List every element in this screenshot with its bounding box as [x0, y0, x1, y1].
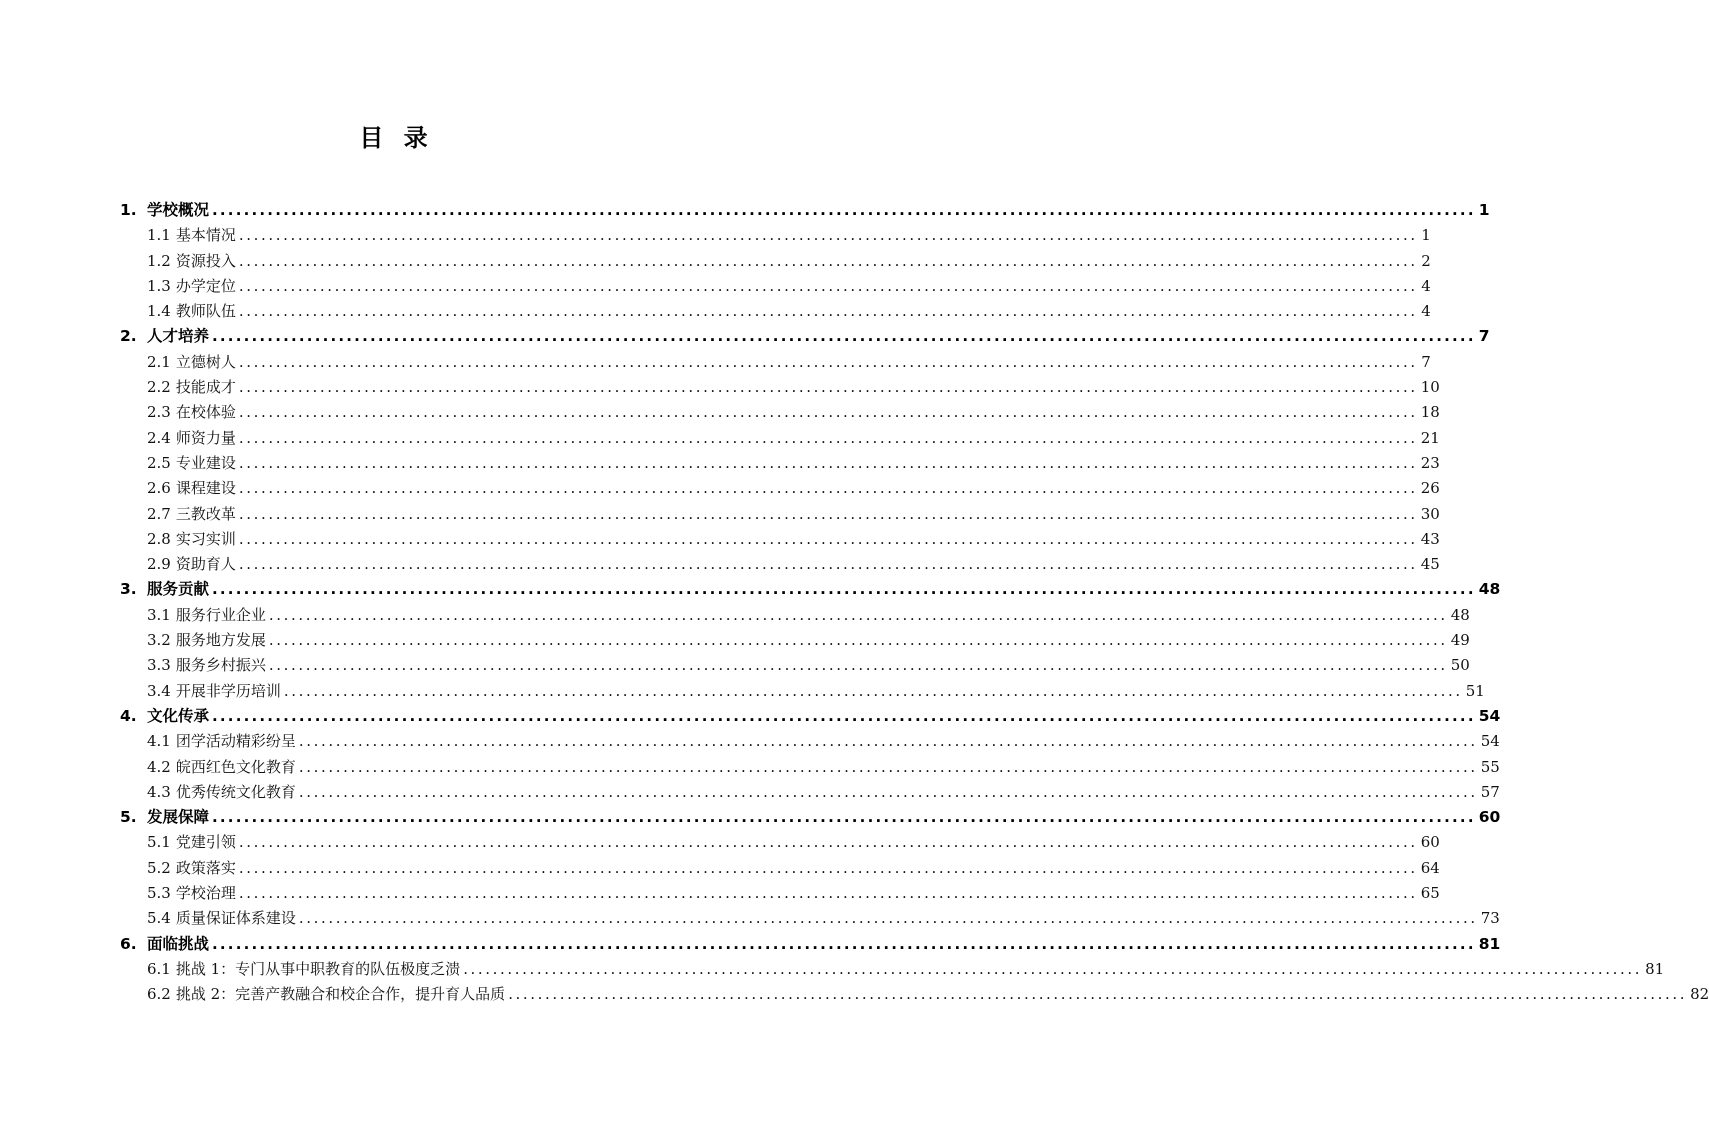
dot-leader: ................................................................................................................................................................ [298, 782, 1478, 801]
toc-entry-number: 2.4 [147, 428, 171, 447]
dot-leader: ................................................................................................................................................................ [508, 985, 1688, 1004]
dot-leader: ................................................................................................................................................................ [212, 706, 1476, 725]
toc-entry-label: 文化传承 [147, 706, 210, 725]
toc-entry-label: 皖西红色文化教育 [175, 757, 296, 776]
toc-section-entry[interactable] [120, 906, 1500, 931]
dot-leader: ................................................................................................................................................................ [238, 479, 1418, 498]
toc-entry-number: 1.1 [147, 226, 171, 245]
dot-leader: ................................................................................................................................................................ [283, 681, 1463, 700]
toc-entry-number: 5.2 [147, 858, 171, 877]
toc-chapter-entry[interactable] [120, 198, 1490, 223]
toc-section-entry[interactable] [120, 957, 1665, 982]
toc-entry-number: 2.9 [147, 555, 171, 574]
dot-leader: ................................................................................................................................................................ [238, 251, 1418, 270]
dot-leader: ................................................................................................................................................................ [212, 580, 1476, 599]
toc-entry-page-number: 1 [1421, 226, 1431, 245]
toc-entry-number: 6. [120, 934, 137, 953]
toc-entry-page-number: 60 [1420, 833, 1440, 852]
toc-entry-label: 挑战 1：专门从事中职教育的队伍极度乏溃 [175, 959, 461, 978]
toc-entry-page-number: 48 [1478, 580, 1501, 599]
toc-entry-label: 技能成才 [175, 378, 236, 397]
toc-entry-number: 5. [120, 808, 137, 827]
toc-entry-page-number: 81 [1645, 959, 1665, 978]
toc-entry-number: 2.3 [147, 403, 171, 422]
toc-section-entry[interactable] [120, 527, 1440, 552]
toc-entry-label: 教师队伍 [175, 302, 236, 321]
toc-entry-label: 实习实训 [175, 529, 236, 548]
toc-section-entry[interactable] [120, 830, 1440, 855]
toc-entry-label: 服务贡献 [147, 580, 210, 599]
dot-leader: ................................................................................................................................................................ [238, 403, 1418, 422]
toc-chapter-entry[interactable] [120, 324, 1490, 349]
toc-section-entry[interactable] [120, 350, 1431, 375]
toc-entry-page-number: 21 [1420, 428, 1440, 447]
toc-entry-label: 三教改革 [175, 504, 236, 523]
dot-leader: ................................................................................................................................................................ [238, 504, 1418, 523]
toc-entry-label: 办学定位 [175, 276, 236, 295]
dot-leader: ................................................................................................................................................................ [298, 732, 1478, 751]
dot-leader: ................................................................................................................................................................ [268, 656, 1448, 675]
dot-leader: ................................................................................................................................................................ [238, 833, 1418, 852]
toc-entry-page-number: 82 [1690, 985, 1709, 1004]
table-of-contents [120, 198, 1709, 1008]
dot-leader: ................................................................................................................................................................ [238, 529, 1418, 548]
toc-section-entry[interactable] [120, 628, 1470, 653]
toc-entry-number: 2.5 [147, 453, 171, 472]
dot-leader: ................................................................................................................................................................ [238, 858, 1418, 877]
toc-entry-label: 师资力量 [175, 428, 236, 447]
toc-entry-number: 2.2 [147, 378, 171, 397]
toc-entry-number: 3. [120, 580, 137, 599]
toc-entry-number: 2.1 [147, 352, 171, 371]
toc-entry-number: 2. [120, 327, 137, 346]
toc-entry-page-number: 23 [1420, 453, 1440, 472]
toc-entry-page-number: 2 [1421, 251, 1431, 270]
toc-entry-page-number: 4 [1421, 276, 1431, 295]
toc-entry-label: 立德树人 [175, 352, 236, 371]
dot-leader: ................................................................................................................................................................ [298, 909, 1478, 928]
toc-entry-number: 2.7 [147, 504, 171, 523]
dot-leader: ................................................................................................................................................................ [268, 631, 1448, 650]
toc-section-entry[interactable] [120, 552, 1440, 577]
toc-section-entry[interactable] [120, 375, 1440, 400]
toc-entry-number: 2.6 [147, 479, 171, 498]
toc-entry-page-number: 45 [1420, 555, 1440, 574]
toc-section-entry[interactable] [120, 982, 1709, 1007]
toc-entry-label: 在校体验 [175, 403, 236, 422]
toc-chapter-entry[interactable] [120, 932, 1501, 957]
toc-entry-number: 4.2 [147, 757, 171, 776]
toc-entry-page-number: 48 [1450, 605, 1470, 624]
toc-entry-number: 6.2 [147, 985, 171, 1004]
toc-entry-number: 4.3 [147, 782, 171, 801]
toc-section-entry[interactable] [120, 679, 1485, 704]
toc-chapter-entry[interactable] [120, 805, 1501, 830]
toc-entry-number: 3.2 [147, 631, 171, 650]
toc-entry-label: 服务行业企业 [175, 605, 266, 624]
toc-entry-page-number: 64 [1420, 858, 1440, 877]
toc-entry-page-number: 49 [1450, 631, 1470, 650]
toc-entry-label: 服务地方发展 [175, 631, 266, 650]
toc-entry-number: 4. [120, 706, 137, 725]
toc-entry-page-number: 7 [1421, 352, 1431, 371]
dot-leader: ................................................................................................................................................................ [238, 226, 1418, 245]
toc-entry-number: 1.3 [147, 276, 171, 295]
toc-entry-label: 资助育人 [175, 555, 236, 574]
dot-leader: ................................................................................................................................................................ [238, 884, 1418, 903]
toc-section-entry[interactable] [120, 729, 1500, 754]
toc-entry-page-number: 1 [1478, 201, 1490, 219]
toc-section-entry[interactable] [120, 274, 1431, 299]
toc-entry-page-number: 26 [1420, 479, 1440, 498]
toc-entry-number: 2.8 [147, 529, 171, 548]
toc-section-entry[interactable] [120, 426, 1440, 451]
toc-entry-number: 3.3 [147, 656, 171, 675]
toc-entry-number: 5.3 [147, 884, 171, 903]
dot-leader: ................................................................................................................................................................ [238, 428, 1418, 447]
toc-entry-page-number: 73 [1480, 909, 1500, 928]
toc-entry-page-number: 57 [1480, 782, 1500, 801]
toc-entry-number: 4.1 [147, 732, 171, 751]
toc-title: 目 录 [359, 124, 434, 152]
toc-entry-label: 团学活动精彩纷呈 [175, 732, 296, 751]
toc-entry-page-number: 65 [1420, 884, 1440, 903]
toc-entry-page-number: 54 [1478, 706, 1501, 725]
toc-entry-label: 开展非学历培训 [175, 681, 281, 700]
toc-section-entry[interactable] [120, 502, 1440, 527]
toc-entry-page-number: 43 [1420, 529, 1440, 548]
dot-leader: ................................................................................................................................................................ [212, 934, 1476, 953]
toc-entry-number: 6.1 [147, 959, 171, 978]
toc-section-entry[interactable] [120, 755, 1500, 780]
toc-entry-label: 课程建设 [175, 479, 236, 498]
toc-entry-number: 5.4 [147, 909, 171, 928]
toc-entry-label: 学校概况 [147, 201, 210, 219]
dot-leader: ................................................................................................................................................................ [238, 302, 1418, 321]
dot-leader: ................................................................................................................................................................ [238, 453, 1418, 472]
dot-leader: ................................................................................................................................................................ [238, 555, 1418, 574]
dot-leader: ................................................................................................................................................................ [212, 327, 1476, 346]
toc-entry-label: 服务乡村振兴 [175, 656, 266, 675]
toc-entry-number: 1.4 [147, 302, 171, 321]
toc-section-entry[interactable] [120, 780, 1500, 805]
toc-entry-label: 专业建设 [175, 453, 236, 472]
toc-section-entry[interactable] [120, 881, 1440, 906]
dot-leader: ................................................................................................................................................................ [212, 201, 1476, 219]
toc-section-entry[interactable] [120, 223, 1431, 248]
toc-entry-number: 3.4 [147, 681, 171, 700]
toc-entry-number: 3.1 [147, 605, 171, 624]
toc-section-entry[interactable] [120, 603, 1470, 628]
toc-section-entry[interactable] [120, 299, 1431, 324]
toc-section-entry[interactable] [120, 249, 1431, 274]
toc-entry-page-number: 51 [1465, 681, 1485, 700]
toc-entry-label: 优秀传统文化教育 [175, 782, 296, 801]
toc-entry-page-number: 60 [1478, 808, 1501, 827]
dot-leader: ................................................................................................................................................................ [463, 959, 1643, 978]
toc-entry-page-number: 81 [1478, 934, 1501, 953]
toc-entry-label: 质量保证体系建设 [175, 909, 296, 928]
toc-entry-page-number: 54 [1480, 732, 1500, 751]
dot-leader: ................................................................................................................................................................ [238, 352, 1418, 371]
toc-entry-page-number: 4 [1421, 302, 1431, 321]
toc-entry-page-number: 55 [1480, 757, 1500, 776]
toc-entry-label: 政策落实 [175, 858, 236, 877]
toc-entry-number: 5.1 [147, 833, 171, 852]
dot-leader: ................................................................................................................................................................ [268, 605, 1448, 624]
toc-entry-page-number: 7 [1478, 327, 1490, 346]
toc-entry-label: 资源投入 [175, 251, 236, 270]
dot-leader: ................................................................................................................................................................ [298, 757, 1478, 776]
toc-entry-page-number: 18 [1420, 403, 1440, 422]
toc-entry-label: 面临挑战 [147, 934, 210, 953]
toc-entry-page-number: 10 [1420, 378, 1440, 397]
dot-leader: ................................................................................................................................................................ [238, 378, 1418, 397]
toc-entry-label: 党建引领 [175, 833, 236, 852]
toc-section-entry[interactable] [120, 653, 1470, 678]
toc-section-entry[interactable] [120, 400, 1440, 425]
toc-entry-number: 1.2 [147, 251, 171, 270]
toc-section-entry[interactable] [120, 451, 1440, 476]
toc-chapter-entry[interactable] [120, 577, 1501, 602]
toc-entry-label: 人才培养 [147, 327, 210, 346]
toc-entry-label: 发展保障 [147, 808, 210, 827]
dot-leader: ................................................................................................................................................................ [238, 276, 1418, 295]
toc-section-entry[interactable] [120, 856, 1440, 881]
toc-entry-label: 挑战 2：完善产教融合和校企合作，提升育人品质 [175, 985, 506, 1004]
toc-entry-number: 1. [120, 201, 137, 219]
toc-section-entry[interactable] [120, 476, 1440, 501]
toc-entry-page-number: 50 [1450, 656, 1470, 675]
toc-entry-label: 学校治理 [175, 884, 236, 903]
dot-leader: ................................................................................................................................................................ [212, 808, 1476, 827]
toc-chapter-entry[interactable] [120, 704, 1501, 729]
toc-entry-page-number: 30 [1420, 504, 1440, 523]
toc-entry-label: 基本情况 [175, 226, 236, 245]
